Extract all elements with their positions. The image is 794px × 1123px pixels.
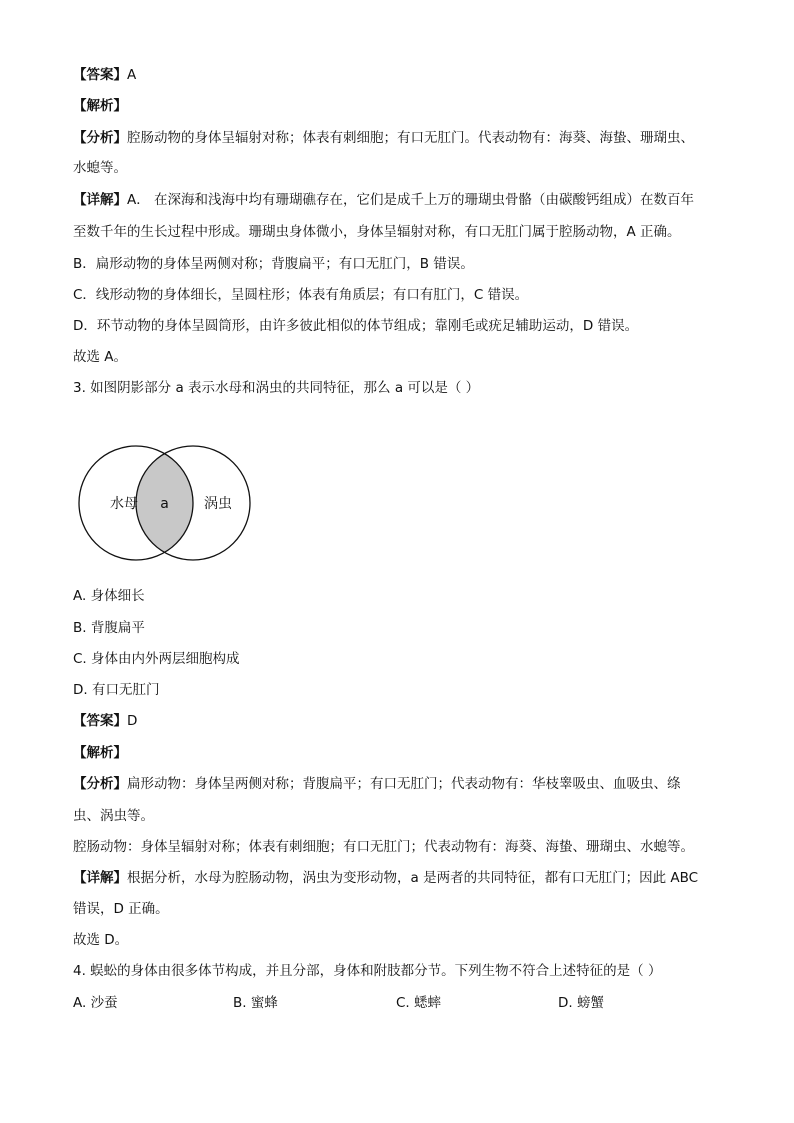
fenxi-line-1: [73, 128, 694, 148]
fenxi-line-2: 水螅等。: [73, 160, 127, 176]
detail-line-2: 至数千年的生长过程中形成。珊瑚虫身体微小，身体呈辐射对称，有口无肛门属于腔肠动物，A 正确。: [73, 224, 681, 240]
detail-text: 根据分析，水母为腔肠动物，涡虫为变形动物，a 是两者的共同特征，都有口无肛门；因此 ABC: [127, 870, 699, 886]
q3-fenxi-line-2: 虫、涡虫等。: [73, 808, 154, 824]
analysis-tag: 【解析】: [73, 98, 127, 114]
question-4-stem: 4. 蜈蚣的身体由很多体节构成，并且分部，身体和附肢都分节。下列生物不符合上述特征的是（ ）: [73, 963, 662, 979]
q3-detail-line-1: [73, 868, 698, 888]
fenxi-tag: 【分析】: [73, 776, 127, 792]
answer-value: D: [127, 713, 138, 729]
detail-option-b: B．扁形动物的身体呈两侧对称；背腹扁平；有口无肛门，B 错误。: [73, 256, 474, 272]
fenxi-text: 腔肠动物的身体呈辐射对称；体表有刺细胞；有口无肛门。代表动物有：海葵、海蛰、珊瑚虫、: [127, 130, 694, 146]
answer-tag: 【答案】: [73, 67, 127, 83]
question-3-stem: 3. 如图阴影部分 a 表示水母和涡虫的共同特征，那么 a 可以是（ ）: [73, 380, 480, 396]
fenxi-tag: 【分析】: [73, 130, 127, 146]
q3-option-c: C. 身体由内外两层细胞构成: [73, 651, 240, 667]
detail-line-1: [73, 190, 694, 210]
answer-value: A: [127, 67, 137, 83]
answer-tag: 【答案】: [73, 713, 127, 729]
flatworm-label: 涡虫: [204, 496, 232, 512]
conclusion-q2: 故选 A。: [73, 349, 128, 365]
q4-option-d: D. 螃蟹: [558, 995, 604, 1011]
detail-tag: 【详解】: [73, 870, 127, 886]
q3-option-a: A. 身体细长: [73, 588, 145, 604]
fenxi-text: 扁形动物：身体呈两侧对称；背腹扁平；有口无肛门；代表动物有：华枝睾吸虫、血吸虫、绦: [127, 776, 681, 792]
q3-option-b: B. 背腹扁平: [73, 620, 145, 636]
q3-fenxi-line-1: [73, 774, 681, 794]
jellyfish-label: 水母: [110, 496, 138, 512]
answer-line-q2: [73, 65, 136, 85]
analysis-tag: 【解析】: [73, 745, 127, 761]
q3-detail-line-2: 错误，D 正确。: [73, 901, 169, 917]
answer-line-q3: [73, 711, 137, 731]
q3-option-d: D. 有口无肛门: [73, 682, 160, 698]
detail-text: A． 在深海和浅海中均有珊瑚礁存在，它们是成千上万的珊瑚虫骨骼（由碳酸钙组成）在数百年: [127, 192, 695, 208]
shared-trait-label: a: [160, 496, 169, 512]
conclusion-q3: 故选 D。: [73, 932, 129, 948]
detail-option-d: D．环节动物的身体呈圆筒形，由许多彼此相似的体节组成；靠刚毛或疣足辅助运动，D 错误。: [73, 318, 639, 334]
q4-option-c: C. 蟋蟀: [396, 995, 442, 1011]
venn-diagram: [78, 443, 258, 563]
q3-fenxi-line-3: 腔肠动物：身体呈辐射对称；体表有刺细胞；有口无肛门；代表动物有：海葵、海蛰、珊瑚虫、水螅等。: [73, 839, 694, 855]
detail-tag: 【详解】: [73, 192, 127, 208]
detail-option-c: C．线形动物的身体细长，呈圆柱形；体表有角质层；有口有肛门，C 错误。: [73, 287, 529, 303]
q4-option-b: B. 蜜蜂: [233, 995, 278, 1011]
q4-option-a: A. 沙蚕: [73, 995, 118, 1011]
